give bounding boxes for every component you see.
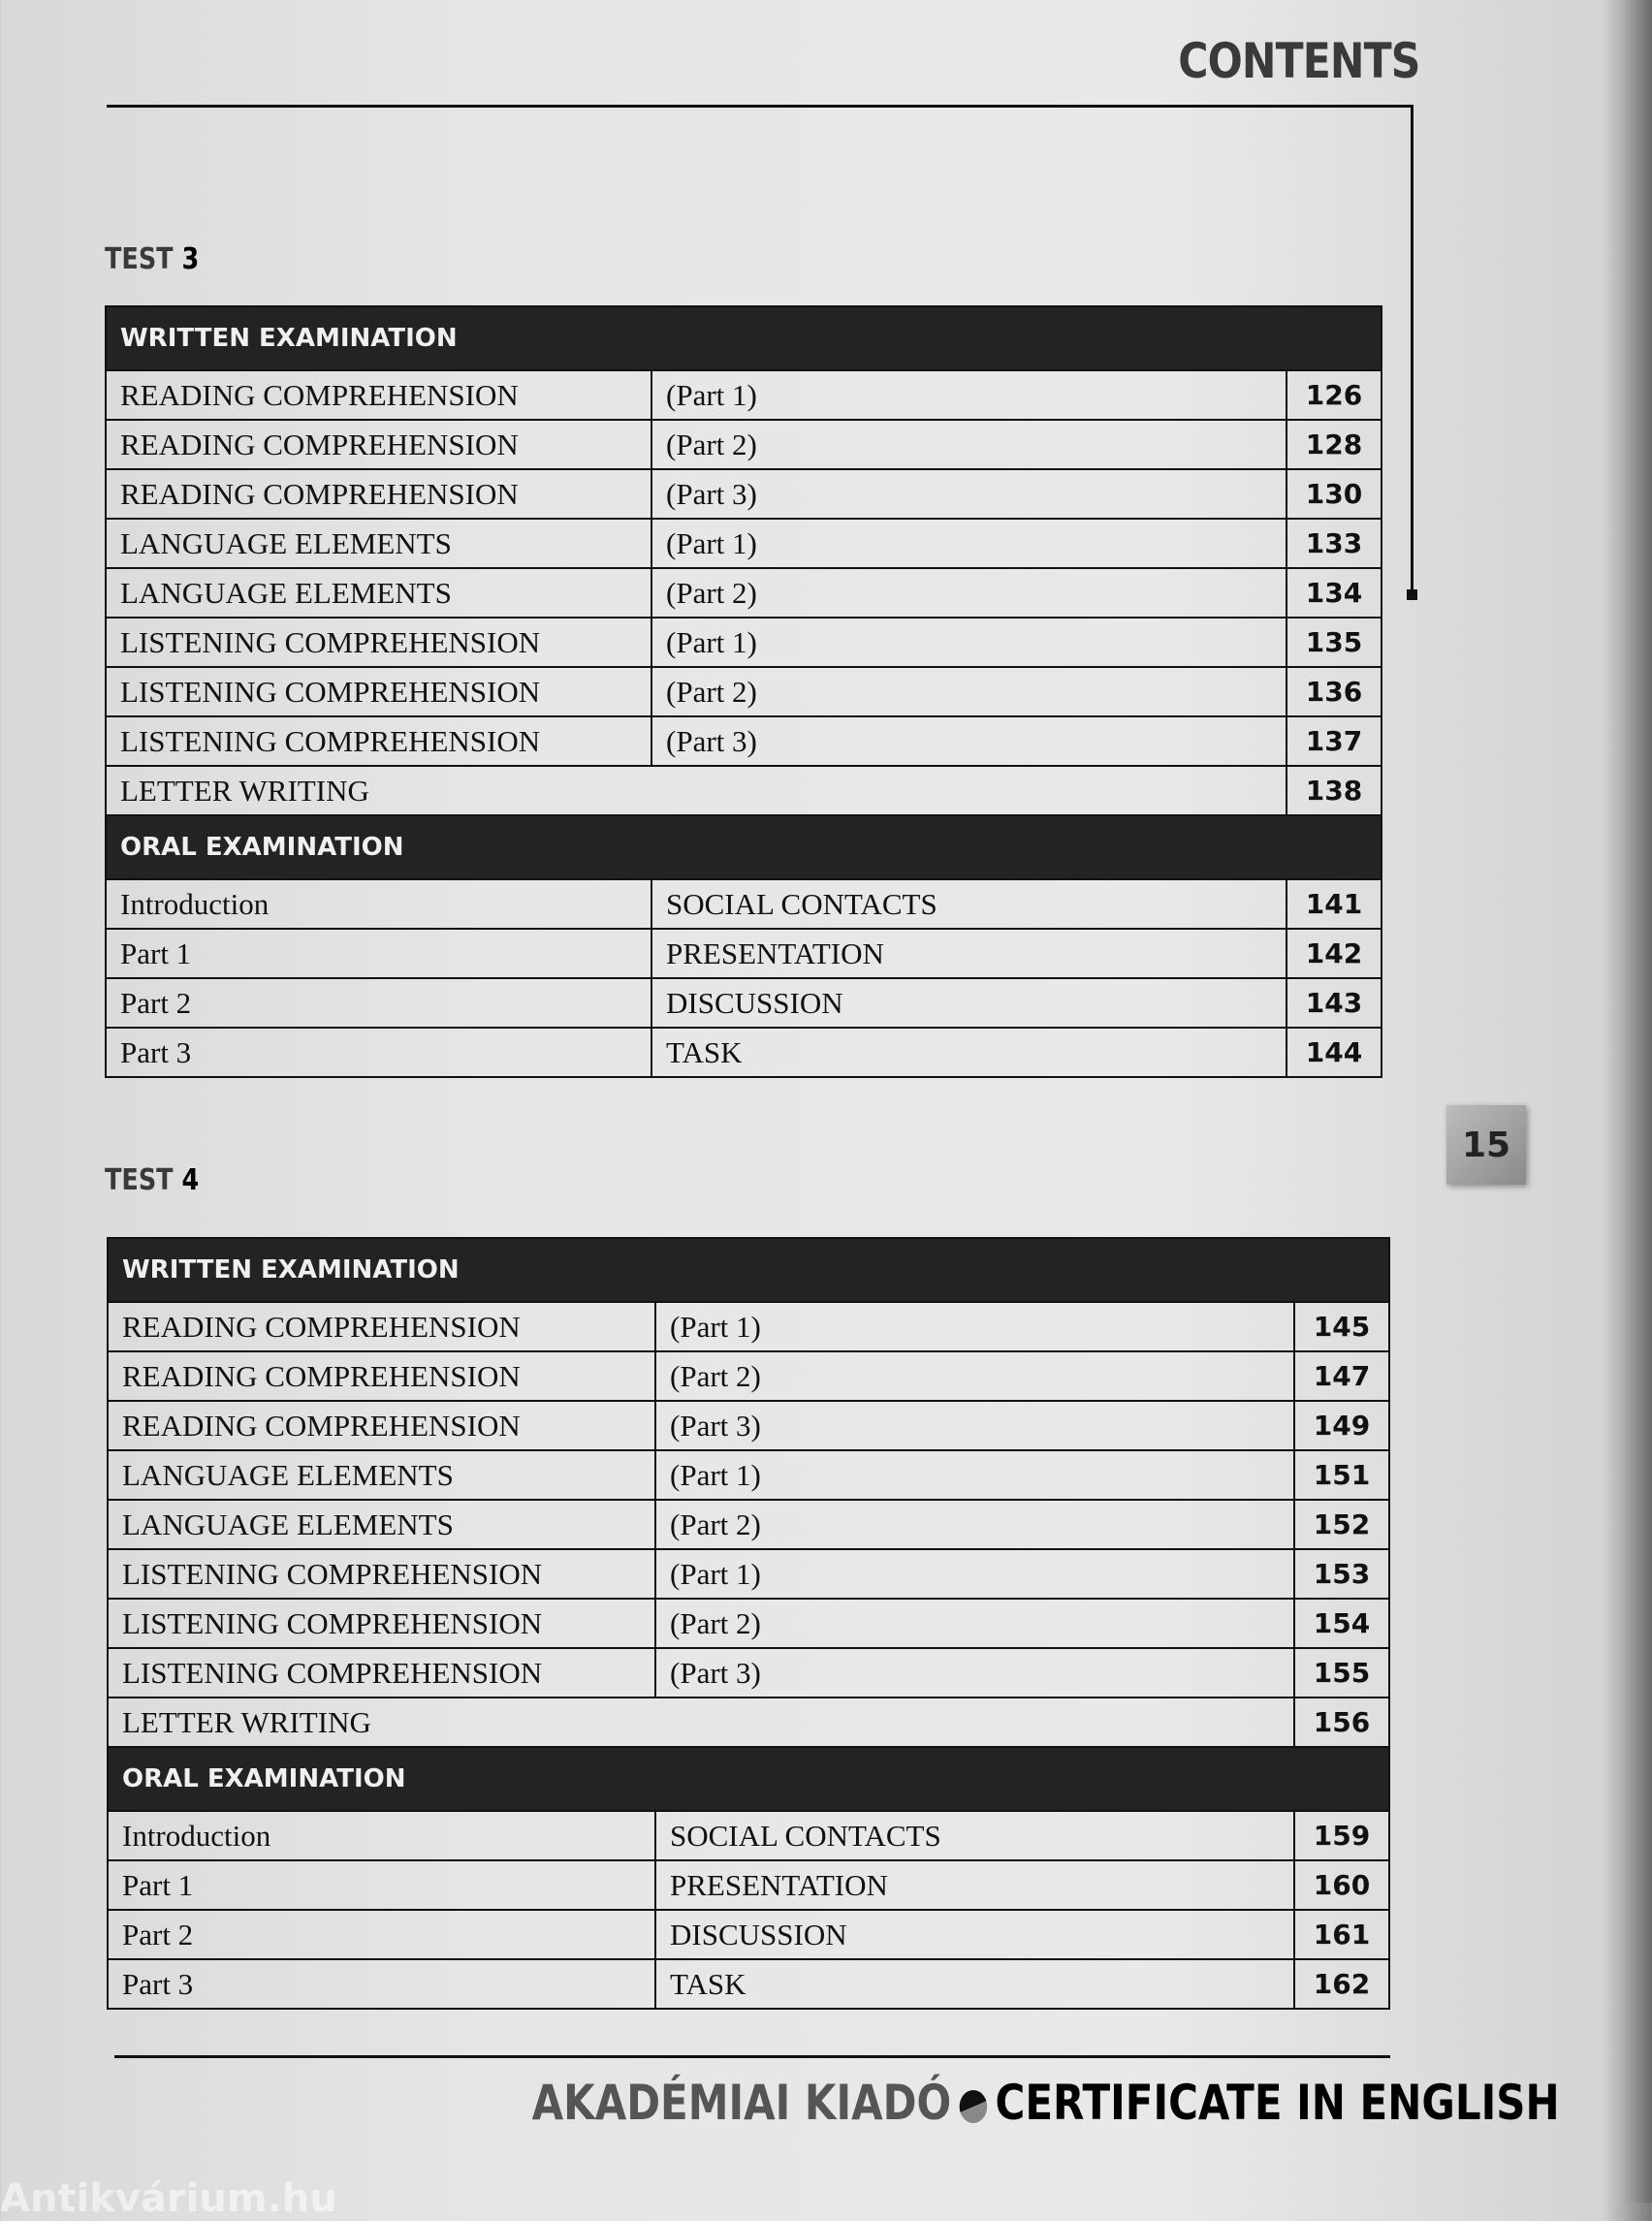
page-number: 147 xyxy=(1294,1351,1389,1401)
section-title: LISTENING COMPREHENSION xyxy=(108,1648,655,1697)
page-number: 130 xyxy=(1287,469,1382,519)
page-title: CONTENTS xyxy=(1178,33,1420,89)
page-number: 159 xyxy=(1294,1811,1389,1860)
table-row xyxy=(108,1401,1389,1450)
test-3-contents-table xyxy=(105,305,1382,1078)
part-label: (Part 2) xyxy=(655,1500,1294,1549)
test-label: TEST xyxy=(105,242,174,276)
page-number: 152 xyxy=(1294,1500,1389,1549)
page-number: 142 xyxy=(1287,929,1382,978)
part-label: (Part 1) xyxy=(651,519,1287,568)
test-4-heading xyxy=(105,1163,199,1197)
section-title: LISTENING COMPREHENSION xyxy=(106,716,651,766)
table-row xyxy=(108,1599,1389,1648)
page-number: 151 xyxy=(1294,1450,1389,1500)
page-number: 161 xyxy=(1294,1910,1389,1959)
page-number: 135 xyxy=(1287,618,1382,667)
table-row xyxy=(108,1811,1389,1860)
section-title: LANGUAGE ELEMENTS xyxy=(106,519,651,568)
footer-rule xyxy=(114,2055,1390,2058)
table-row xyxy=(106,469,1382,519)
page-number: 138 xyxy=(1287,766,1382,815)
section-title: SOCIAL CONTACTS xyxy=(655,1811,1294,1860)
part-label: Part 3 xyxy=(106,1028,651,1077)
footer xyxy=(531,2075,1560,2131)
table-row xyxy=(108,1697,1389,1747)
table-row xyxy=(106,879,1382,929)
part-label: (Part 2) xyxy=(655,1599,1294,1648)
written-examination-heading: WRITTEN EXAMINATION xyxy=(108,1238,1389,1302)
test-3-heading xyxy=(105,242,199,276)
section-title: READING COMPREHENSION xyxy=(106,420,651,469)
page-number: 155 xyxy=(1294,1648,1389,1697)
part-label: (Part 2) xyxy=(651,420,1287,469)
section-title: DISCUSSION xyxy=(655,1910,1294,1959)
part-label: Introduction xyxy=(108,1811,655,1860)
part-label: (Part 2) xyxy=(651,568,1287,618)
table-row xyxy=(108,1910,1389,1959)
bullet-icon xyxy=(960,2090,988,2123)
table-row xyxy=(108,1302,1389,1351)
header-rule-vertical xyxy=(1411,105,1414,594)
table-row xyxy=(106,519,1382,568)
table-row xyxy=(106,766,1382,815)
test-label: TEST xyxy=(105,1163,174,1197)
page-number: 144 xyxy=(1287,1028,1382,1077)
part-label: Part 2 xyxy=(106,978,651,1028)
section-title: READING COMPREHENSION xyxy=(108,1351,655,1401)
part-label: (Part 3) xyxy=(651,716,1287,766)
rule-end-marker xyxy=(1407,589,1417,600)
test-number: 3 xyxy=(181,242,200,276)
part-label: (Part 3) xyxy=(651,469,1287,519)
section-title: LISTENING COMPREHENSION xyxy=(108,1599,655,1648)
section-title: LISTENING COMPREHENSION xyxy=(108,1549,655,1599)
page-number: 149 xyxy=(1294,1401,1389,1450)
section-header-row xyxy=(108,1747,1389,1811)
page-number-tab: 15 xyxy=(1446,1105,1526,1185)
page-number: 134 xyxy=(1287,568,1382,618)
page-number: 156 xyxy=(1294,1697,1389,1747)
part-label: Part 3 xyxy=(108,1959,655,2009)
page-edge xyxy=(1617,0,1652,2203)
written-examination-heading: WRITTEN EXAMINATION xyxy=(106,306,1382,370)
page-number: 153 xyxy=(1294,1549,1389,1599)
table-row xyxy=(106,667,1382,716)
section-title: LANGUAGE ELEMENTS xyxy=(108,1450,655,1500)
part-label: Part 1 xyxy=(108,1860,655,1910)
part-label: (Part 1) xyxy=(651,618,1287,667)
table-row xyxy=(108,1450,1389,1500)
table-row xyxy=(108,1648,1389,1697)
test-number: 4 xyxy=(181,1163,200,1197)
part-label: (Part 1) xyxy=(655,1549,1294,1599)
section-title: READING COMPREHENSION xyxy=(106,370,651,420)
page-number: 154 xyxy=(1294,1599,1389,1648)
table-row xyxy=(106,420,1382,469)
page-number: 141 xyxy=(1287,879,1382,929)
test-4-contents-table xyxy=(107,1237,1390,2010)
page-number: 160 xyxy=(1294,1860,1389,1910)
part-label: (Part 3) xyxy=(655,1648,1294,1697)
page-number: 143 xyxy=(1287,978,1382,1028)
table-row xyxy=(106,929,1382,978)
part-label: (Part 2) xyxy=(655,1351,1294,1401)
table-row xyxy=(108,1351,1389,1401)
table-row xyxy=(106,978,1382,1028)
section-title: READING COMPREHENSION xyxy=(108,1302,655,1351)
part-label: (Part 1) xyxy=(651,370,1287,420)
table-row xyxy=(108,1959,1389,2009)
table-row xyxy=(108,1860,1389,1910)
section-title: PRESENTATION xyxy=(651,929,1287,978)
page-number: 128 xyxy=(1287,420,1382,469)
part-label: (Part 3) xyxy=(655,1401,1294,1450)
section-title: DISCUSSION xyxy=(651,978,1287,1028)
section-title: LETTER WRITING xyxy=(108,1697,1294,1747)
section-title: SOCIAL CONTACTS xyxy=(651,879,1287,929)
part-label: Introduction xyxy=(106,879,651,929)
section-title: LETTER WRITING xyxy=(106,766,1287,815)
table-row xyxy=(106,1028,1382,1077)
series-title: CERTIFICATE IN ENGLISH xyxy=(995,2075,1560,2131)
section-title: LISTENING COMPREHENSION xyxy=(106,667,651,716)
page-number: 162 xyxy=(1294,1959,1389,2009)
table-row xyxy=(106,618,1382,667)
page-number: 145 xyxy=(1294,1302,1389,1351)
section-title: TASK xyxy=(651,1028,1287,1077)
table-row xyxy=(106,568,1382,618)
section-title: LISTENING COMPREHENSION xyxy=(106,618,651,667)
oral-examination-heading: ORAL EXAMINATION xyxy=(106,815,1382,879)
section-title: READING COMPREHENSION xyxy=(108,1401,655,1450)
section-header-row xyxy=(108,1238,1389,1302)
table-row xyxy=(106,370,1382,420)
oral-examination-heading: ORAL EXAMINATION xyxy=(108,1747,1389,1811)
section-header-row xyxy=(106,306,1382,370)
page-number: 137 xyxy=(1287,716,1382,766)
section-title: PRESENTATION xyxy=(655,1860,1294,1910)
page-number: 126 xyxy=(1287,370,1382,420)
part-label: Part 1 xyxy=(106,929,651,978)
table-row xyxy=(106,716,1382,766)
section-title: LANGUAGE ELEMENTS xyxy=(108,1500,655,1549)
watermark: Antikvárium.hu xyxy=(0,2176,337,2221)
part-label: (Part 1) xyxy=(655,1450,1294,1500)
part-label: (Part 1) xyxy=(655,1302,1294,1351)
page-number: 133 xyxy=(1287,519,1382,568)
header-rule xyxy=(107,105,1414,108)
page-number: 136 xyxy=(1287,667,1382,716)
section-title: TASK xyxy=(655,1959,1294,2009)
section-header-row xyxy=(106,815,1382,879)
table-row xyxy=(108,1500,1389,1549)
part-label: Part 2 xyxy=(108,1910,655,1959)
section-title: READING COMPREHENSION xyxy=(106,469,651,519)
part-label: (Part 2) xyxy=(651,667,1287,716)
publisher-name: AKADÉMIAI KIADÓ xyxy=(531,2075,952,2131)
table-row xyxy=(108,1549,1389,1599)
section-title: LANGUAGE ELEMENTS xyxy=(106,568,651,618)
